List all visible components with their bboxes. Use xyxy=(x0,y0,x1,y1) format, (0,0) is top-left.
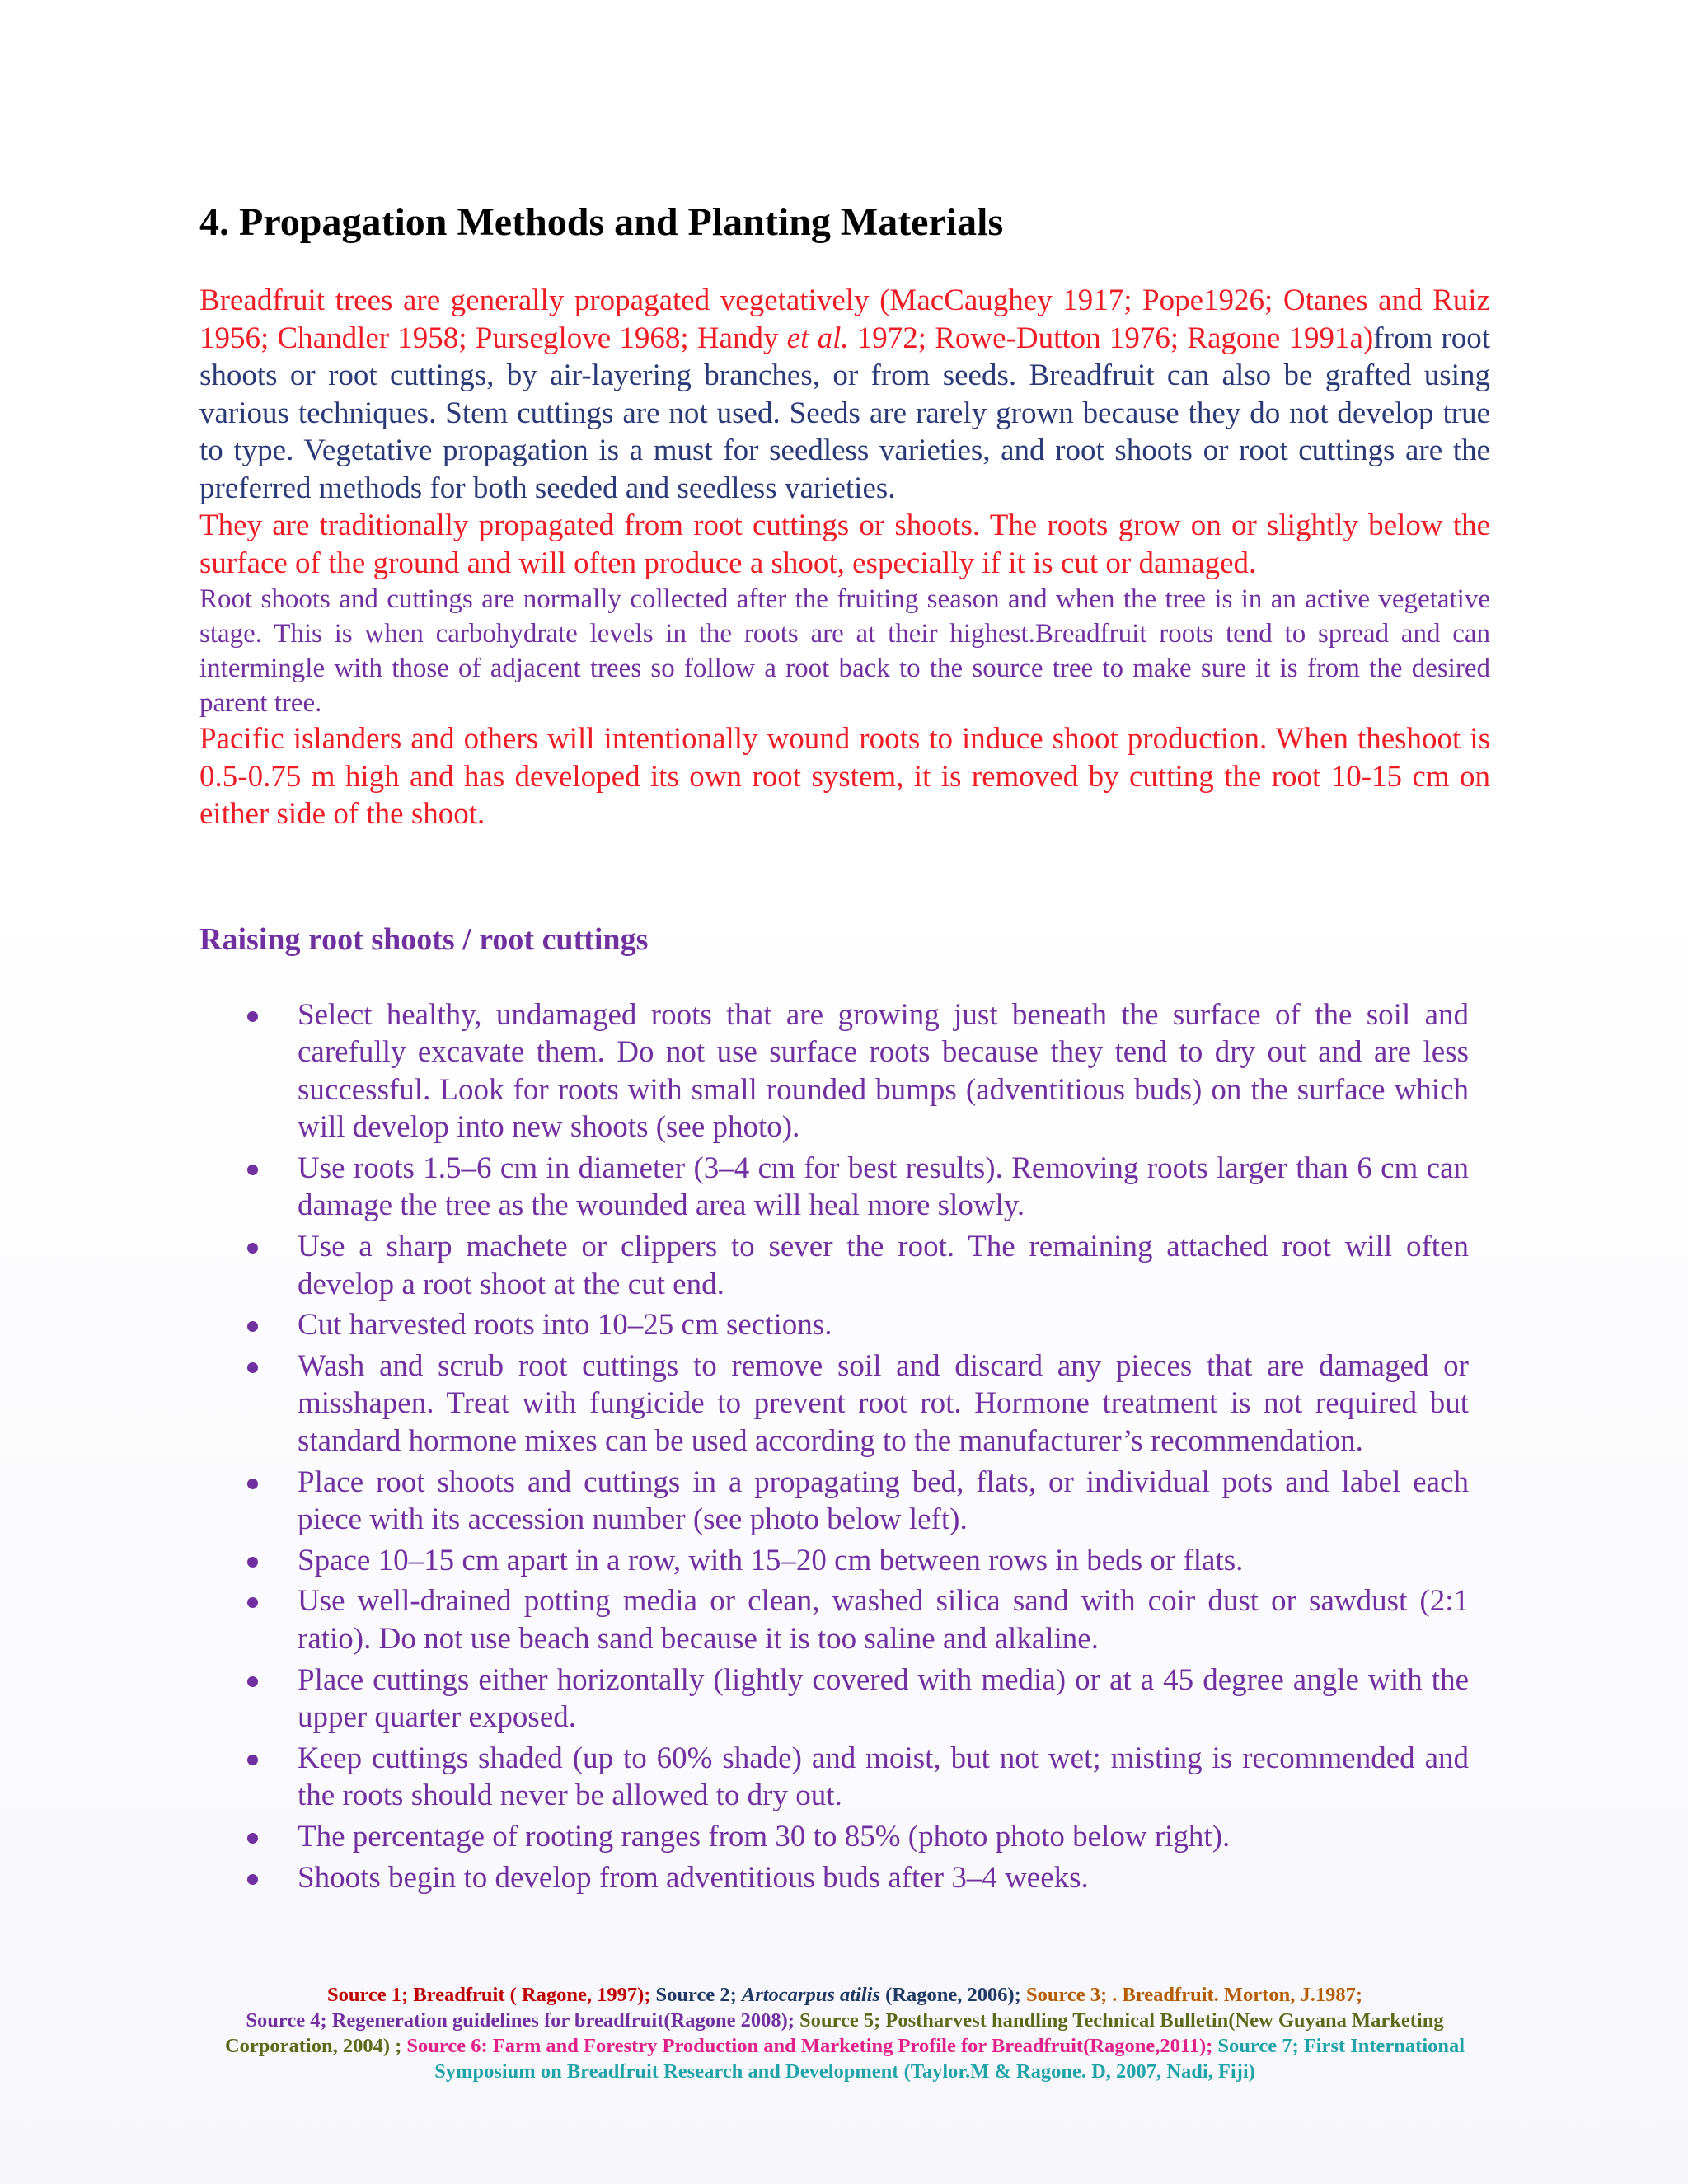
list-item xyxy=(199,1306,1490,1344)
list-item xyxy=(199,1150,1490,1225)
list-item xyxy=(199,1582,1490,1657)
intro-etal: et al. xyxy=(786,321,849,355)
list-item-text: Space 10–15 cm apart in a row, with 15–20 cm between rows in beds or flats. xyxy=(298,1543,1244,1577)
list-item-text: Use a sharp machete or clippers to sever the root. The remaining attached root will often develop a root shoot at the cut end. xyxy=(298,1230,1469,1301)
list-item-text: Wash and scrub root cuttings to remove soil and discard any pieces that are damaged or misshapen. Treat with fungicide to prevent root rot. Hormone treatment is not required but standard hormone mixes can be used according to the manufacturer’s recommendation. xyxy=(298,1348,1469,1459)
list-item xyxy=(199,1228,1490,1303)
source-7: Source 7; First International Symposium on Breadfruit Research and Development (Taylor.M & Ragone. D, 2007, Nadi, Fiji) xyxy=(434,2035,1465,2083)
list-item-text: The percentage of rooting ranges from 30 to 85% (photo photo below right). xyxy=(298,1819,1231,1854)
list-item-text: Place root shoots and cuttings in a propagating bed, flats, or individual pots and label each piece with its accession number (see photo below left). xyxy=(298,1465,1469,1537)
bullet-icon xyxy=(247,1011,258,1022)
source-2: Source 2; xyxy=(655,1984,742,2006)
traditional-paragraph: They are traditionally propagated from root cuttings or shoots. The roots grow on or slightly below the surface of the ground and will often produce a shoot, especially if it is cut or damaged. xyxy=(199,509,1490,580)
bullet-icon xyxy=(247,1243,258,1254)
pacific-paragraph: Pacific islanders and others will intentionally wound roots to induce shoot production. When theshoot is 0.5-0.75 m high and has developed its own root system, it is removed by cutting the root 10-15 cm on either side of the shoot. xyxy=(199,722,1490,831)
list-item xyxy=(199,1464,1490,1539)
bullet-icon xyxy=(247,1874,258,1885)
list-item-text: Select healthy, undamaged roots that are growing just beneath the surface of the soil and carefully excavate them. Do not use surface roots because they tend to dry out and are less successful. Look for roots with small rounded bumps (adventitious buds) on the surface which will develop into new shoots (see photo). xyxy=(298,997,1469,1145)
source-6: Source 6: Farm and Forestry Production and Marketing Profile for Breadfruit(Ragone,2011); xyxy=(406,2035,1218,2057)
page-content xyxy=(199,198,1490,1900)
collection-paragraph: Root shoots and cuttings are normally collected after the fruiting season and when the tree is in an active vegetative stage. This is when carbohydrate levels in the roots are at their highest.Breadfruit roots tend to spread and can intermingle with those of adjacent trees so follow a root back to the source tree to make sure it is from the desired parent tree. xyxy=(199,584,1490,718)
list-item-text: Shoots begin to develop from adventitious buds after 3–4 weeks. xyxy=(298,1860,1089,1895)
source-3: Source 3; . Breadfruit. Morton, J.1987; xyxy=(1025,1984,1362,2006)
bullet-icon xyxy=(247,1755,258,1765)
list-item-text: Keep cuttings shaded (up to 60% shade) and moist, but not wet; misting is recommended and the roots should never be allowed to dry out. xyxy=(298,1741,1469,1813)
source-4: Source 4; Regeneration guidelines for breadfruit(Ragone 2008); xyxy=(246,2009,800,2032)
list-item-text: Use well-drained potting media or clean, washed silica sand with coir dust or sawdust (2:1 ratio). Do not use beach sand because it is too saline and alkaline. xyxy=(298,1584,1469,1656)
bullet-icon xyxy=(247,1676,258,1687)
bullet-icon xyxy=(247,1362,258,1373)
source-1: Source 1; Breadfruit ( Ragone, 1997); xyxy=(326,1984,656,2006)
list-item xyxy=(199,1818,1490,1856)
section-heading: 4. Propagation Methods and Planting Materials xyxy=(199,200,1004,244)
source-2-ref: (Ragone, 2006); xyxy=(880,1984,1026,2006)
list-item xyxy=(199,1859,1490,1897)
sources-footer xyxy=(199,1982,1490,2084)
intro-body: from root shoots or root cuttings, by air-layering branches, or from seeds. Breadfruit can also be grafted using various techniques. Stem cuttings are not used. Seeds are rarely grown because they do not develop true to type. Vegetative propagation is a must for seedless varieties, and root shoots or root cuttings are the preferred methods for both seeded and seedless varieties. xyxy=(199,321,1491,505)
list-item xyxy=(199,996,1490,1146)
list-item-text: Use roots 1.5–6 cm in diameter (3–4 cm for best results). Removing roots larger than 6 cm can damage the tree as the wounded area will heal more slowly. xyxy=(298,1151,1469,1223)
list-item-text: Place cuttings either horizontally (lightly covered with media) or at a 45 degree angle with the upper quarter exposed. xyxy=(298,1662,1469,1735)
bullet-icon xyxy=(247,1479,258,1489)
list-item-text: Cut harvested roots into 10–25 cm sections. xyxy=(298,1308,832,1343)
list-item xyxy=(199,1542,1490,1580)
list-item xyxy=(199,1740,1490,1815)
bullet-icon xyxy=(247,1557,258,1568)
bullet-icon xyxy=(247,1833,258,1844)
list-item xyxy=(199,1661,1490,1736)
intro-citations-end: 1972; Rowe-Dutton 1976; Ragone 1991a) xyxy=(848,321,1374,355)
bullet-list xyxy=(199,996,1490,1897)
intro-paragraph xyxy=(199,282,1490,507)
bullet-icon xyxy=(247,1165,258,1175)
source-5: Source 5; Postharvest handling Technical Bulletin(New Guyana Marketing Corporation, 2004) ; xyxy=(224,2009,1444,2057)
list-item xyxy=(199,1347,1490,1460)
bullet-icon xyxy=(247,1597,258,1608)
subheading-root-shoots: Raising root shoots / root cuttings xyxy=(199,921,649,957)
source-2-title: Artocarpus atilis xyxy=(741,1984,881,2006)
intro-citations: Breadfruit trees are generally propagated vegetatively (MacCaughey 1917; Pope1926; Otanes and Ruiz 1956; Chandler 1958; Purseglove 1968; Handy xyxy=(199,284,1490,355)
bullet-icon xyxy=(247,1321,258,1332)
